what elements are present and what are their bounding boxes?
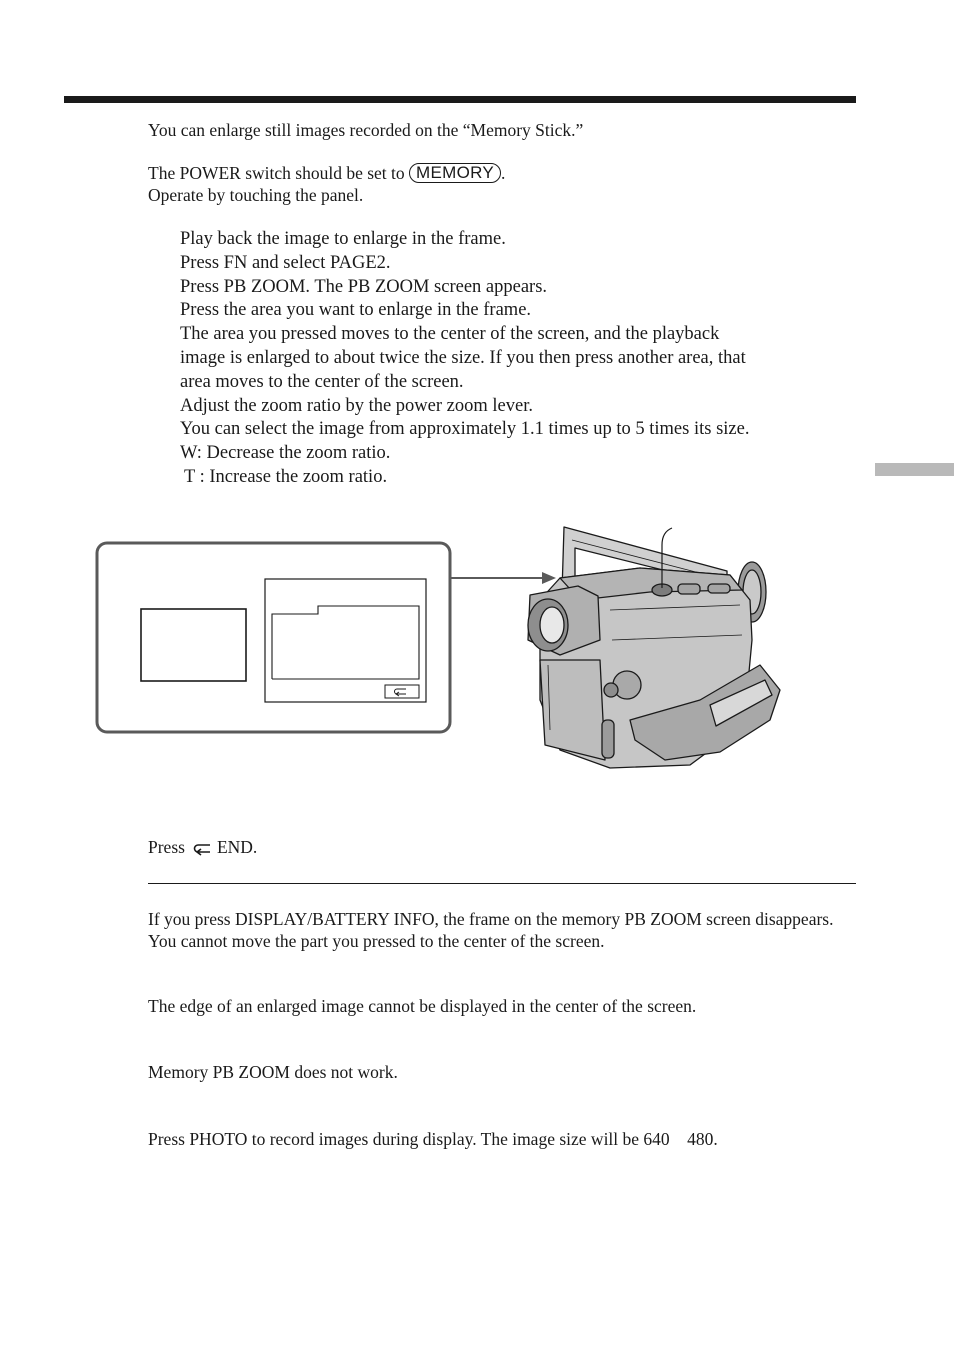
section-divider — [148, 883, 856, 884]
note-photo: Press PHOTO to record images during display. The image size will be 640 480. — [148, 1129, 718, 1149]
step-line: Press FN and select PAGE2. — [180, 252, 391, 273]
step-line: area moves to the center of the screen. — [180, 371, 464, 392]
step-line: The area you pressed moves to the center of the screen, and the playback — [180, 324, 720, 345]
step-line: Play back the image to enlarge in the frame. — [180, 229, 506, 249]
intro-text: You can enlarge still images recorded on the “Memory Stick.” — [148, 120, 584, 140]
cancel-prefix: Press — [148, 837, 185, 857]
note-not-working: Memory PB ZOOM does not work. — [148, 1062, 398, 1082]
pointer-arrow — [542, 572, 556, 584]
operate-line: Operate by touching the panel. — [148, 185, 364, 205]
end-button — [385, 685, 419, 698]
original-image-frame — [141, 609, 246, 681]
step-line: image is enlarged to about twice the size. If you then press another area, that — [180, 347, 746, 368]
cancel-suffix: END. — [216, 837, 258, 857]
note-display-battery: If you press DISPLAY/BATTERY INFO, the frame on the memory PB ZOOM screen disappears. You cannot move the part you pressed to the center of the screen. — [148, 909, 834, 951]
note-edge: The edge of an enlarged image cannot be displayed in the center of the screen. — [148, 996, 697, 1016]
step-line: W: Decrease the zoom ratio. — [180, 443, 391, 464]
lcd-screen — [265, 579, 426, 702]
step-line: T : Increase the zoom ratio. — [184, 466, 388, 487]
step-line: You can select the image from approximately 1.1 times up to 5 times its size. — [180, 419, 750, 440]
power-line-suffix: . — [501, 163, 506, 183]
cancel-line — [148, 836, 257, 861]
step-line: Adjust the zoom ratio by the power zoom lever. — [180, 395, 533, 416]
memory-switch-label: MEMORY — [409, 163, 501, 183]
return-arrow-icon — [191, 839, 213, 861]
camcorder-drawing — [528, 527, 780, 768]
power-line-prefix: The POWER switch should be set to — [148, 163, 405, 183]
step-line: Press the area you want to enlarge in the frame. — [180, 300, 532, 321]
step-line: Press PB ZOOM. The PB ZOOM screen appears. — [180, 276, 548, 297]
